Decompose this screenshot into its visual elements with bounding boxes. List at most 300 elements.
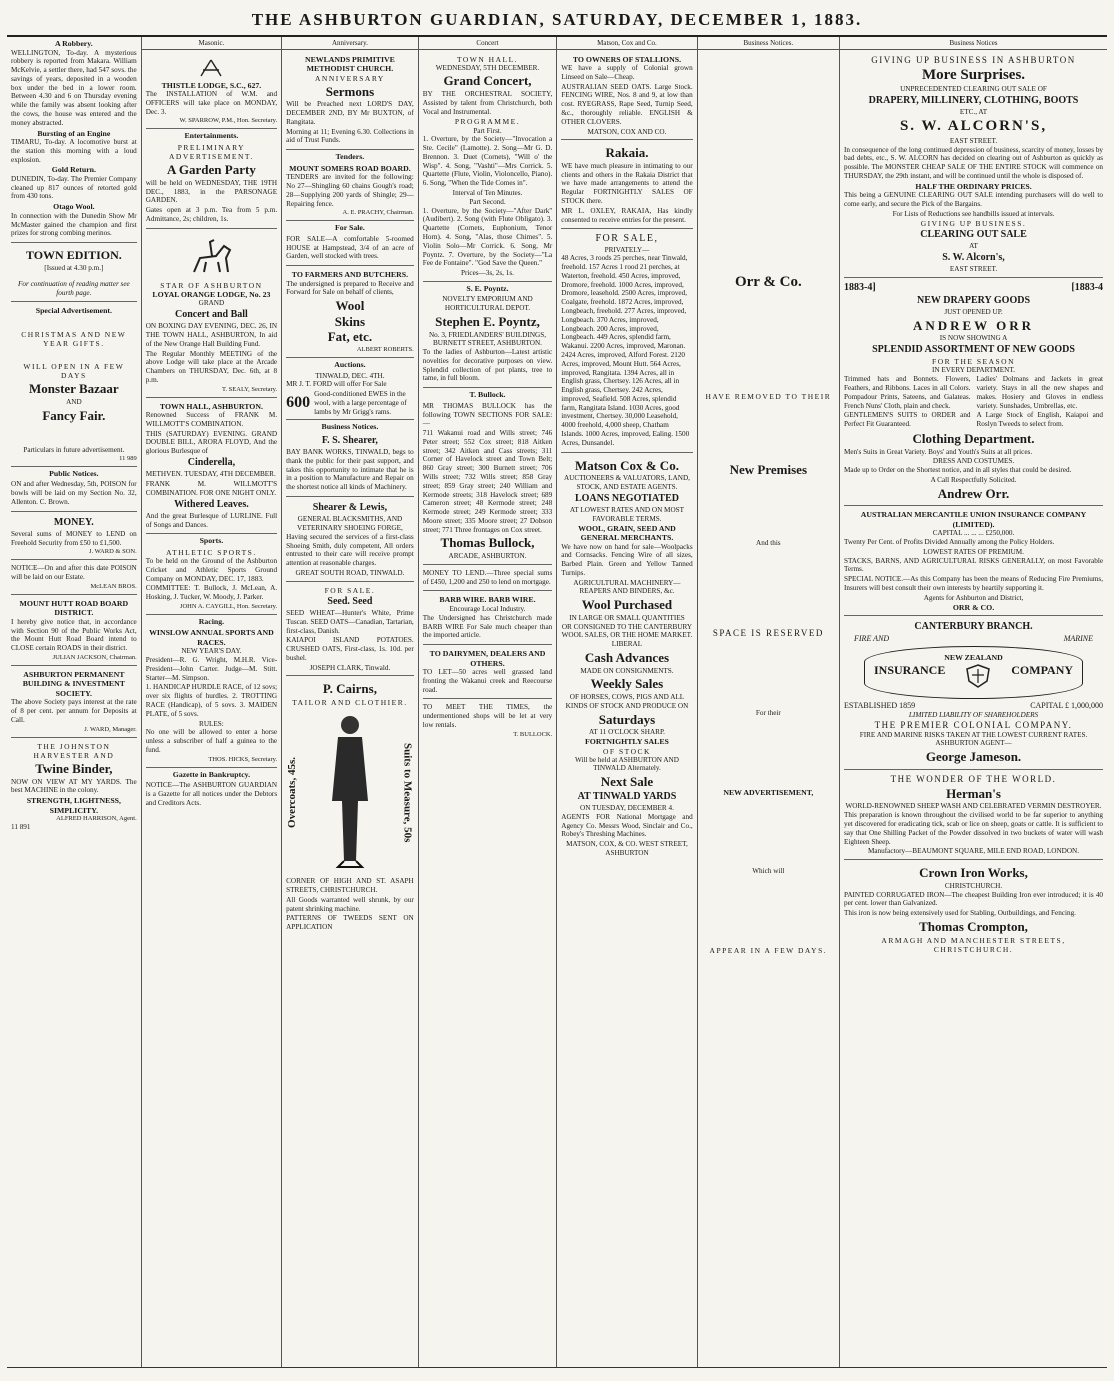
cash-advances: Cash Advances xyxy=(584,649,670,665)
board-title: MOUNT SOMERS ROAD BOARD. xyxy=(289,163,411,173)
suits-price: Suits to Measure, 50s xyxy=(401,742,414,842)
crompton: Thomas Crompton, xyxy=(919,918,1028,934)
east-street-2: EAST STREET. xyxy=(949,264,998,273)
fortnightly: FORTNIGHTLY SALES xyxy=(585,737,669,746)
christchurch: CHRISTCHURCH. xyxy=(944,881,1003,890)
section-head: Business Notices. xyxy=(321,422,379,432)
column-1 xyxy=(7,37,142,1367)
seed-text: SEED WHEAT—Hunter's White, Prime Tuscan. SEED OATS—Canadian, Tartarian, first-class, Danish. xyxy=(286,609,414,635)
column-2 xyxy=(142,37,282,1367)
clearing-2: CLEARING OUT SALE xyxy=(920,228,1027,240)
prelim: PRELIMINARY ADVERTISEMENT. xyxy=(169,142,254,161)
programme: PROGRAMME. xyxy=(454,117,521,127)
new-drapery: NEW DRAPERY GOODS xyxy=(917,294,1031,306)
crown-iron-ad xyxy=(844,862,1103,957)
stacks: STACKS, BARNS, AND AGRICULTURAL RISKS GENERALLY, on most Favorable Terms. xyxy=(844,556,1104,574)
risks: FIRE AND MARINE RISKS TAKEN AT THE LOWEST CURRENT RATES. xyxy=(859,730,1088,739)
signature: J. WARD & SON. xyxy=(88,548,137,556)
marine-label: MARINE xyxy=(1063,634,1094,644)
farmers-head: TO FARMERS AND BUTCHERS. xyxy=(291,270,409,280)
loans: LOANS NEGOTIATED xyxy=(574,492,679,504)
agent-label: ASHBURTON AGENT— xyxy=(935,739,1012,748)
forge-text: Having secured the services of a first-class Shoeing Smith, duly competent, All orders entrusted to their care will receive prompt attention at reasonable charges. xyxy=(286,532,414,568)
concert-text: ON BOXING DAY EVENING, DEC. 26, IN THE TOWN HALL, ASHBURTON, In aid of the New Orange Hall Building Fund. xyxy=(145,322,278,348)
canterbury-branch: CANTERBURY BRANCH. xyxy=(914,621,1033,633)
ad-number: 11 989 xyxy=(119,454,137,462)
consigned: OR CONSIGNED TO THE CANTERBURY WOOL SALES, OR THE HOME MARKET. xyxy=(561,622,693,640)
athletic-text: To be held on the Ground of the Ashburton Cricket and Athletic Sports Ground Company on MONDAY, DEC. 17, 1883. xyxy=(145,556,278,583)
drapery: DRAPERY, MILLINERY, CLOTHING, BOOTS xyxy=(868,95,1079,107)
orchestral: BY THE ORCHESTRAL SOCIETY, Assisted by talent from Christchurch, both Vocal and Instrumental. xyxy=(422,90,553,116)
saturdays: Saturdays xyxy=(598,711,656,727)
alcorn-2: S. W. Alcorn's, xyxy=(942,251,1005,263)
signature: MATSON, COX, & CO. WEST STREET, ASHBURTON xyxy=(566,840,688,857)
poyntz-title: Stephen E. Poyntz, xyxy=(435,313,540,329)
section-head: Gazette in Bankruptcy. xyxy=(172,769,251,779)
column-7 xyxy=(840,37,1107,1367)
programme-part2: 1. Overture, by the Society—"After Dark" (Audibert). 2. Song (with Flute Obligato). 3. Quartette (Cornets, Euphonium, Tenor Horn). 4. Song, "Alas, those Chimes". 5. Violin Solo—Mr Corrick. 6. Song, Mr Poyntz. 7. Overture, by the Society—"La Fee de Fontaine". "God Save the Queen." xyxy=(422,206,553,268)
twine-head: THE JOHNSTON HARVESTER AND xyxy=(33,741,115,760)
removed: HAVE REMOVED TO THEIR xyxy=(705,392,832,402)
concert-title: Concert and Ball xyxy=(175,309,248,321)
notice-text: NOTICE—On and after this date POISON will be laid on our Estate. xyxy=(11,564,137,582)
house-sale-ad xyxy=(286,233,414,266)
seed-oats-text: AUSTRALIAN SEED OATS. Large Stock. FENCING WIRE, Nos. 8 and 9, at low than cost. RYEGRASS, Rape Seed, Turnip Seed, &c., thoroughly reliable. ENGLISH & OTHER CLOVERS. xyxy=(561,82,693,126)
athletic-title: ATHLETIC SPORTS. xyxy=(166,547,257,557)
sermons-title: Sermons xyxy=(325,83,375,99)
dairy-text: TO LET—50 acres well grassed land fronting the Wakanui creek and Reecourse road. xyxy=(422,668,553,694)
rules-head: RULES: xyxy=(199,719,224,728)
patterns: PATTERNS OF TWEEDS SENT ON APPLICATION xyxy=(286,914,414,932)
garden-party-ad xyxy=(146,141,277,229)
overcoats-price: Overcoats, 45s. xyxy=(286,756,299,828)
section-head: S. E. Poyntz. xyxy=(466,283,509,293)
novelty: NOVELTY EMPORIUM AND HORTICULTURAL DEPOT. xyxy=(442,295,533,313)
oxley: MR L. OXLEY, RAKAIA, Has kindly consented to receive entries for the present. xyxy=(561,206,693,224)
lowest-rates: LOWEST RATES OF PREMIUM. xyxy=(923,547,1024,556)
signature: JOHN A. CAYGILL, Hon. Secretary. xyxy=(179,602,278,610)
matson-title: Matson Cox & Co. xyxy=(574,457,679,473)
east-street: EAST STREET. xyxy=(949,136,998,145)
wool: Wool xyxy=(335,298,365,314)
blacksmith-ad xyxy=(286,499,414,582)
this-text: This iron is now being extensively used for Stabling, Outbuildings, and Fencing. xyxy=(844,909,1076,918)
cairns-title: P. Cairns, xyxy=(322,681,377,697)
shearer-title: F. S. Shearer, xyxy=(321,434,378,446)
crest-icon xyxy=(963,663,993,693)
poyntz-text: To the ladies of Ashburton—Latest artistic novelties for decorative purposes on view. Splendid collection of pot plants, tree to tame, in full bloom. xyxy=(422,348,553,383)
sale-date: ON TUESDAY, DECEMBER 4. xyxy=(580,804,674,813)
lend-ad xyxy=(423,567,553,592)
column-3 xyxy=(282,37,419,1367)
column-header: Masonic. xyxy=(142,39,281,50)
garden-foot: Gates open at 3 p.m. Tea from 5 p.m. Admittance, 2s; children, 1s. xyxy=(145,206,278,223)
lend-text: MONEY TO LEND.—Three special sums of £450, 1,200 and 250 to lend on mortgage. xyxy=(422,568,553,586)
call: A Call Respectfully Solicited. xyxy=(930,475,1017,484)
wonder: THE WONDER OF THE WORLD. xyxy=(890,773,1057,784)
section-head: For Sale. xyxy=(335,223,365,233)
auction-ad xyxy=(286,370,414,421)
insurance-label: INSURANCE xyxy=(873,662,946,677)
half-price: HALF THE ORDINARY PRICES. xyxy=(915,181,1032,191)
showing: IS NOW SHOWING A xyxy=(939,334,1008,343)
special-notice: SPECIAL NOTICE.—As this Company has been the means of Reducing Fire Premiums, Insurers will best consult their own interests by heartily supporting it. xyxy=(844,575,1104,593)
orr-co: ORR & CO. xyxy=(952,602,995,612)
edition-title: TOWN EDITION. xyxy=(25,248,122,263)
auction-date: TINWALD, DEC. 4TH. xyxy=(315,371,385,380)
barb-text: The Undersigned has Christchurch made BARB WIRE For Sale much cheaper than the imported article. xyxy=(422,613,553,640)
part-first: Part First. xyxy=(473,126,502,135)
church-name: NEWLANDS PRIMITIVE METHODIST CHURCH. xyxy=(304,54,395,74)
athletic-sports-ad xyxy=(146,546,277,615)
signature: JOSEPH CLARK, Tinwald. xyxy=(309,663,391,672)
one-night: FRANK M. WILLMOTT'S COMBINATION. FOR ONE NIGHT ONLY. xyxy=(145,480,278,497)
sheep-wash: WORLD-RENOWNED SHEEP WASH AND CELEBRATED VERMIN DESTROYER. xyxy=(845,802,1102,811)
lurline-text: And the great Burlesque of LURLINE. Full of Songs and Dances. xyxy=(145,511,278,529)
farmers-text: The undersigned is prepared to Receive and Forward for Sale on behalf of clients, xyxy=(286,279,414,297)
section-head: Tenders. xyxy=(335,152,365,162)
society-title: ASHBURTON PERMANENT BUILDING & INVESTMENT SOCIETY. xyxy=(22,669,125,698)
oclock: AT 11 O'CLOCK SHARP. xyxy=(588,728,665,737)
handbills: For Lists of Reductions see handbills issued at intervals. xyxy=(892,209,1055,218)
tenders-ad xyxy=(286,162,414,222)
year-right: [1883-4 xyxy=(1071,281,1104,293)
painted-text: PAINTED CORRUGATED IRON—The cheapest Building Iron ever introduced; it is 40 per cent. lower than Galvanized. xyxy=(844,890,1104,908)
shrunk-text: All Goods warranted well shrunk, by our patent shrinking machine. xyxy=(286,895,414,913)
year-left: 1883-4] xyxy=(844,281,876,293)
established: ESTABLISHED 1859 xyxy=(844,701,916,711)
mount-hutt-notice xyxy=(11,597,137,666)
tinwald-yards: AT TINWALD YARDS xyxy=(577,790,677,802)
fat: Fat, etc. xyxy=(327,329,373,345)
barb-title: BARB WIRE. BARB WIRE. xyxy=(439,595,536,605)
edition-box xyxy=(11,245,137,302)
gazette-ad xyxy=(146,779,277,811)
andrew-orr-ad xyxy=(844,280,1103,507)
signature: JULIAN JACKSON, Chairman. xyxy=(52,653,137,661)
armagh: ARMAGH AND MANCHESTER STREETS, CHRISTCHURCH. xyxy=(881,935,1066,954)
article-text: WELLINGTON, To-day. A mysterious robbery is reported from Makara. William McKelvie, a settler there, had 547 sovs. the savings of years, deposited in a wooden box under the bed in a lower room. Between 4.30 and 6 on Thursday evening while the family was absent looking after the cows, the house was entered and the money abstracted. xyxy=(11,48,137,127)
weekly-sales: Weekly Sales xyxy=(590,676,664,692)
wool-purchased: Wool Purchased xyxy=(581,597,673,613)
page-title: THE ASHBURTON GUARDIAN, SATURDAY, DECEMBER 1, 1883. xyxy=(251,10,863,29)
renowned: Renowned Success of FRANK M. WILLMOTT'S COMBINATION. xyxy=(145,411,278,428)
clothing-dept: Clothing Department. xyxy=(912,430,1035,446)
amu-title: AUSTRALIAN MERCANTILE UNION INSURANCE COMPANY (LIMITED). xyxy=(860,510,1087,529)
section-list: 711 Wakanui road and Wills street; 746 Peter street; 552 Cox street; 818 Aitken street; 342 Aitken and Cass streets; 311 Corner of Havelock street and Town Belt; 860 Gray street; 300 Burnett street; 706 Wills street; 732 Wills street; 858 Gray street; 859 Gray street; 240 William and Kermode streets; 318 Havelock street; 689 Cameron street; 48 Kermode street; 248 Kermode street; 249 Kermode street; 333 Moore street; 335 Moore street; 27 Dobson street; 771 Three frontages on Cox street. xyxy=(422,429,553,534)
twine-text: NOW ON VIEW AT MY YARDS. The best MACHINE in the colony. xyxy=(11,777,137,795)
grand: GRAND xyxy=(198,299,225,308)
lodge-title: THISTLE LODGE, S.C., 627. xyxy=(161,80,262,90)
new-premises: New Premises xyxy=(729,462,808,478)
horse-rider-icon xyxy=(146,236,277,278)
rakaia-ad xyxy=(561,142,692,229)
and-this: And this xyxy=(756,539,781,548)
bullock-intro: MR THOMAS BULLOCK has the following TOWN SECTIONS FOR SALE:— xyxy=(422,401,553,428)
venue: TOWN HALL, ASHBURTON. xyxy=(159,401,263,411)
concert-ad xyxy=(423,53,553,282)
etc: ETC., AT xyxy=(959,108,988,117)
shearer-text: BAY BANK WORKS, TINWALD, begs to thank the public for their past support, and takes this opportunity to intimate that he is in a position to Manufacture and Repair on the shortest notice all kinds of Machinery. xyxy=(286,448,414,492)
garden-text: will be held on WEDNESDAY, THE 19TH DEC., 1883, in the PARSONAGE GARDEN. xyxy=(145,178,278,205)
tonight: THIS (SATURDAY) EVENING. GRAND DOUBLE BILL, ARORA FLOYD, And the glorious Burlesque of xyxy=(145,429,278,456)
space-reserved: SPACE IS RESERVED xyxy=(712,627,824,638)
fancy-fair-title: Fancy Fair. xyxy=(42,407,106,423)
star-lodge: STAR OF ASHBURTON xyxy=(160,280,263,290)
column-header: Matson, Cox and Co. xyxy=(557,39,696,50)
headline: Gold Return. xyxy=(51,165,96,175)
section-head: Sports. xyxy=(199,536,224,546)
poyntz-ad xyxy=(423,293,553,388)
arcade: ARCADE, ASHBURTON. xyxy=(448,552,527,561)
on-hand: We have now on hand for sale—Woolpacks and Cornsacks. Fencing Wire of all sizes, Barbed Plain. Green and Yellow Tanned Turnips. xyxy=(561,542,693,577)
andrew-orr-title: ANDREW ORR xyxy=(912,317,1035,333)
auctioneer: MR J. T. FORD will offer For Sale xyxy=(286,380,387,389)
stallions-title: TO OWNERS OF STALLIONS. xyxy=(572,54,682,64)
every-dept: IN EVERY DEPARTMENT. xyxy=(932,366,1015,375)
right-list: Ladies' Dolmans and Jackets in great variety. Stays in all the new shapes and makes. Hosiery and Gloves in endless variety. Sunshades, Umbrellas, etc. xyxy=(976,375,1104,410)
times-text: TO MEET THE TIMES, the undermentioned shops will be let at very low rentals. xyxy=(422,703,553,729)
issued-time: [Issued at 4.30 p.m.] xyxy=(44,263,104,272)
dairymen-title: TO DAIRYMEN, DEALERS AND OTHERS. xyxy=(429,649,546,668)
part-second: Part Second. xyxy=(469,197,506,206)
splendid: SPLENDID ASSORTMENT OF NEW GOODS xyxy=(872,344,1075,356)
headline: Bursting of an Engine xyxy=(37,128,111,138)
will-open: WILL OPEN IN A FEW DAYS xyxy=(23,361,125,380)
winslow-title: WINSLOW ANNUAL SPORTS AND RACES. xyxy=(149,628,274,647)
headline: Otago Wool. xyxy=(53,202,95,212)
for-sale: FOR SALE, xyxy=(595,233,659,245)
poyntz-address: No. 3, FRIEDLANDERS' BUILDINGS, BURNETT STREET, ASHBURTON. xyxy=(428,330,547,348)
masonic-ad xyxy=(146,53,277,130)
section-head: T. Bullock. xyxy=(469,390,506,400)
agricultural: AGRICULTURAL MACHINERY—REAPERS AND BINDERS, &c. xyxy=(573,578,681,596)
columns xyxy=(7,37,1107,1368)
alcorn-ad xyxy=(844,53,1103,278)
agents: Agents for Ashburton and District, xyxy=(923,593,1024,602)
ewes-text: Good-conditioned EWES in the wool, with a large percentage of lambs by Mr Grigg's rams. xyxy=(314,390,407,416)
capital-2: CAPITAL £ 1,000,000 xyxy=(1030,701,1104,711)
manufactory: Manufactory—BEAUMONT SQUARE, MILE END ROAD, LONDON. xyxy=(867,847,1080,856)
rakaia-title: Rakaia. xyxy=(605,145,649,161)
giving-up-2: GIVING UP BUSINESS. xyxy=(920,218,1027,228)
fire-label: FIRE AND xyxy=(854,634,890,644)
orr-title: Orr & Co. xyxy=(734,273,802,290)
committee: COMMITTEE: T. Bullock, J. McLean, A. Hosking, J. Tucker, W. Moody, J. Parker. xyxy=(145,584,278,602)
prices: Prices—3s, 2s, 1s. xyxy=(461,269,514,278)
tenders-text: TENDERS are invited for the following: No 27—Shingling 60 chains Gough's road; 28—Supplying 200 yards of Shingle; 29—Repairing fence. xyxy=(286,173,414,208)
barb-wire-ad xyxy=(423,593,553,645)
masthead xyxy=(7,5,1107,37)
section-head: Racing. xyxy=(198,616,225,626)
twine-title: Twine Binder, xyxy=(35,760,113,776)
poison-notice xyxy=(11,478,137,511)
strength-line: STRENGTH, LIGHTNESS, SIMPLICITY. xyxy=(26,796,121,815)
signature: T. BULLOCK. xyxy=(513,730,553,738)
stallions-text: WE have a supply of Colonial grown Linseed on Sale—Cheap. xyxy=(561,64,693,81)
rules-text: No one will be allowed to enter a horse unless a subscriber of half a guinea to the fund. xyxy=(145,728,278,754)
just-opened: JUST OPENED UP. xyxy=(944,307,1003,316)
article-text: DUNEDIN, To-day. The Premier Company cleaned up 817 ounces of retorted gold from 430 tons. xyxy=(11,174,137,201)
signature: J. WARD, Manager. xyxy=(84,725,137,733)
section-head: Public Notices. xyxy=(49,468,99,478)
herman-text: This preparation is known throughout the civilised world to be far superior to anything yet discovered for eradicating tick, scab or lice on sheep, goats or cattle. It is sufficient to say that One Shilling Packet of the Powder dissolved in two buckets of water will wash Eighteen Sheep. xyxy=(844,811,1104,846)
special-advertisement xyxy=(11,304,137,467)
sermon-text: Will be Preached next LORD'S DAY, DECEMBER 2ND, BY Mr BUXTON, of Rangitata. xyxy=(286,100,414,126)
suits-order: GENTLEMEN'S SUITS to ORDER and Perfect Fit Guaranteed. xyxy=(844,411,971,429)
tweeds: A Large Stock of English, Kaiapoi and Roslyn Tweeds to select from. xyxy=(976,411,1104,429)
racing-ad xyxy=(146,626,277,767)
christmas-line: CHRISTMAS AND NEW YEAR GIFTS. xyxy=(21,329,127,348)
grand-concert: Grand Concert, xyxy=(443,73,532,89)
mclean-notice xyxy=(11,562,137,594)
programme-part1: 1. Overture, by the Society—"Invocation a Ste. Cecile" (Lamotte). 2. Song—Mr G. D. Brennon. 3. Duet (Cornets), "Will o' the Wisp". 4. Song, "Vashti"—Mrs Corrick. 5. Quartette (Flute, Violin, Violoncello, Piano). 6. Song, "When the Tide Comes in". xyxy=(422,135,553,188)
clearing: UNPRECEDENTED CLEARING OUT SALE OF xyxy=(900,85,1047,94)
company-label: COMPANY xyxy=(1011,662,1074,677)
column-header: Anniversary. xyxy=(282,39,418,50)
seed-ad xyxy=(286,584,414,677)
sale-text: FOR SALE—A comfortable 5-roomed HOUSE at Hampstead, 3/4 of an acre of Garden, well stocked with trees. xyxy=(286,234,414,261)
skins: Skins xyxy=(334,313,366,329)
made-on: MADE ON CONSIGNMENTS. xyxy=(580,666,674,675)
news-robbery xyxy=(11,37,137,243)
tailor-ad xyxy=(286,678,414,935)
signature: ALBERT ROBERTS. xyxy=(356,346,414,354)
capital: CAPITAL ... ... ... £250,000. xyxy=(932,529,1015,538)
column-4 xyxy=(419,37,558,1367)
tailor-sub: TAILOR AND CLOTHIER. xyxy=(292,698,408,708)
auctioneers: AUCTIONEERS & VALUATORS, LAND, STOCK, AND ESTATE AGENTS. xyxy=(563,474,690,491)
dairymen-ad xyxy=(423,647,553,699)
land-list: 48 Acres, 3 roods 25 perches, near Tinwald, freehold. 157 Acres 1 rood 21 perches, at Waterton, freehold. 450 Acres, improved, Dromore, freehold. 1000 Acres, improved, Dromore, leasehold. 2500 Acres, improved, Coalgate, freehold. 1872 Acres, improved, Longbeach, freehold. 277 Acres, improved, Longbeach. 370 Acres, improved, Longbeach. 200 Acres, improved, Longbeach. 449 Acres, splendid farm, Wakanui. 2200 Acres, improved, Maronan. 2424 Acres, improved, Alford Forest. 2120 Acres, improved, Mount Hutt. 564 Acres, improved, Rangitata. 1394 Acres, all in English grass, Chertsey. 126 Acres, all in English grass, Chertsey. 242 Acres, improved, Seafield. 508 Acres, splendid farm, Rangitata Island. 1030 Acres, good investment, Chertsey. 30,000 Leasehold, 4000 freehold, 4,000 sheep, Chatham Islands. 1000 Acres, improved, Ealing. 1500 Acres, Dunsandel. xyxy=(561,254,690,447)
horses: OF HORSES, COWS, PIGS AND ALL KINDS OF STOCK AND PRODUCE ON xyxy=(565,693,689,710)
gentleman-figure-icon xyxy=(322,711,378,874)
signature: A. E. PRACHY, Chairman. xyxy=(342,209,414,217)
meeting-text: The Regular Monthly MEETING of the above Lodge will take place at the Arcade Chambers on THURSDAY, Dec. 6th, at 8 p.m. xyxy=(145,349,278,384)
column-header: Business Notices. xyxy=(698,39,839,50)
signature: McLEAN BROS. xyxy=(90,582,137,590)
season: FOR THE SEASON xyxy=(932,357,1015,367)
notice-title: MOUNT HUTT ROAD BOARD DISTRICT. xyxy=(19,598,129,618)
officials: President—R. G. Wright, M.H.R. Vice-President—John Carter. Judge—M. Stitt. Starter—M. Simpson. xyxy=(145,656,278,682)
loyal-lodge: LOYAL ORANGE LODGE, No. 23 xyxy=(152,289,271,299)
twenty-percent: Twenty Per Cent. of Profits Divided Annually among the Policy Holders. xyxy=(844,538,1055,547)
society-text: The above Society pays interest at the rate of 8 per cent. per annum for Deposits at Call. xyxy=(11,698,137,724)
bullock-name: Thomas Bullock, xyxy=(440,535,535,551)
blacksmith-title: Shearer & Lewis, xyxy=(312,502,388,514)
bazaar-title: Monster Bazaar xyxy=(29,381,119,397)
land-sale-ad xyxy=(561,231,692,452)
anniversary: ANNIVERSARY xyxy=(315,73,385,83)
signature: MATSON, COX AND CO. xyxy=(587,127,667,136)
surprises: More Surprises. xyxy=(921,66,1026,83)
headline: A Robbery. xyxy=(55,39,93,48)
money-ad xyxy=(11,514,137,561)
lodge-text: The INSTALLATION of W.M. and OFFICERS will take place on MONDAY, Dec. 3. xyxy=(145,90,278,116)
alcorn-text: In consequence of the long continued depression of business, scarcity of money, losses by bad debts, etc., S. W. ALCORN has decided on clearing out of Ashburton as quickly as possible. The MONSTER CHEAP SALE OF THE ENTIRE STOCK will commence on THURSDAY, the 29th instant, and will be continued until the whole is disposed of. xyxy=(844,145,1104,180)
sermon-foot: Morning at 11; Evening 6.30. Collections in aid of Trust Funds. xyxy=(286,127,414,145)
compass-square-icon xyxy=(146,58,277,78)
for-their: For their xyxy=(755,708,781,717)
limited-liability: LIMITED LIABILITY OF SHAREHOLDERS xyxy=(908,710,1039,719)
andrew-orr-sig: Andrew Orr. xyxy=(937,485,1010,501)
shearer-ad xyxy=(286,432,414,497)
nz-label: NEW ZEALAND xyxy=(944,653,1003,663)
signature: THOS. HICKS, Secretary. xyxy=(208,755,278,763)
genuine: This being a GENUINE CLEARING OUT SALE intending purchasers will do well to come early, and secure the Pick of the Bargains. xyxy=(844,191,1104,208)
blacksmith-sub: GENERAL BLACKSMITHS, AND VETERINARY SHOEING FORGE, xyxy=(297,515,403,532)
of-stock: OF STOCK xyxy=(603,746,651,756)
amu-insurance-ad xyxy=(844,508,1103,616)
matson-main-ad xyxy=(561,455,692,861)
particulars: Particulars in future advertisement. xyxy=(23,446,125,455)
for-sale: FOR SALE. xyxy=(324,585,376,595)
address: GREAT SOUTH ROAD, TINWALD. xyxy=(295,568,405,577)
events: 1. HANDICAP HURDLE RACE, of 12 sovs; over six flights of hurdles. 2. TROTTING RACE (Handicap), of 5 sovs. 3. MAIDEN PLATE, of 5 sovs. xyxy=(145,683,278,718)
signature: W. SPARROW, P.M., Hon. Secretary. xyxy=(179,117,278,125)
quantities: IN LARGE OR SMALL QUANTITIES xyxy=(569,613,685,622)
notice-text: I hereby give notice that, in accordance with Section 90 of the Public Works Act, the Mount Hutt Road Board intend to CLOSE certain ROADS in their district. xyxy=(11,617,137,653)
money-text: Several sums of MONEY to LEND on Freehold Security from £50 to £1,500. xyxy=(11,529,137,547)
notice-text: ON and after Wednesday, 5th, POISON for bowls will be laid on my Section No. 32, Allenton. C. Brown. xyxy=(11,480,137,506)
garden-title: A Garden Party xyxy=(167,162,256,178)
address: CORNER OF HIGH AND ST. ASAPH STREETS, CHRISTCHURCH. xyxy=(286,877,414,895)
stallions-ad xyxy=(561,53,692,141)
herman-ad xyxy=(844,772,1103,860)
dress: DRESS AND COSTUMES. xyxy=(932,457,1015,466)
ad-number: 11 891 xyxy=(11,823,31,832)
privately: PRIVATELY— xyxy=(604,245,650,254)
and-text: AND xyxy=(66,397,82,406)
column-header: Concert xyxy=(419,39,557,50)
anniversary-ad xyxy=(286,53,414,151)
interval: Interval of Ten Minutes. xyxy=(452,189,523,198)
section-head: Special Advertisement. xyxy=(35,306,112,316)
held-at: Will be held at ASHBURTON AND TINWALD Alternately. xyxy=(574,755,679,773)
made-order: Made up to Order on the Shortest notice, and in all styles that could be desired. xyxy=(844,466,1072,475)
signature: ALFRED HARRISON, Agent. xyxy=(56,815,137,823)
signature: T. SEALY, Secretary. xyxy=(221,385,278,393)
continuation-note: For continuation of reading matter see fourth page. xyxy=(17,280,130,298)
seed-title: Seed. Seed xyxy=(327,595,373,607)
at: AT xyxy=(969,241,978,250)
nz-insurance-ad xyxy=(844,618,1103,770)
agents: AGENTS FOR National Mortgage and Agency Co. Messrs Wood, Sinclair and Co., Robey's Threshing Machines. xyxy=(561,812,693,839)
venue: TOWN HALL. xyxy=(456,54,519,64)
premier: THE PREMIER COLONIAL COMPANY. xyxy=(874,719,1073,730)
newspaper-page xyxy=(7,5,1107,1371)
mens-suits: Men's Suits in Great Variety. Boys' and Youth's Suits at all prices. xyxy=(844,447,1033,456)
left-list: Trimmed hats and Bonnets. Flowers, Feathers, and Ribbons. Laces in all Colors. Pompadour Prints, Sateens, and Galateas. French Nuns' Cloth, plain and check. xyxy=(844,375,971,410)
jameson: George Jameson. xyxy=(925,749,1022,765)
times-ad xyxy=(423,701,553,741)
building-society-ad xyxy=(11,668,137,738)
section-head: Auctions. xyxy=(334,360,366,370)
column-header: Business Notices xyxy=(840,39,1107,50)
herman-title: Herman's xyxy=(946,785,1001,801)
article-text: In connection with the Dunedin Show Mr McMaster gained the champion and first prizes for strong combing merinos. xyxy=(11,211,137,238)
section-head: Entertainments. xyxy=(184,131,239,141)
new-advertisement: NEW ADVERTISEMENT, xyxy=(723,787,814,797)
next-sale: Next Sale xyxy=(600,774,654,790)
newyear: NEW YEAR'S DAY. xyxy=(181,647,242,656)
money-title: MONEY. xyxy=(53,516,94,528)
column-6 xyxy=(698,37,840,1367)
ewe-count: 600 xyxy=(286,393,311,411)
appear: APPEAR IN A FEW DAYS. xyxy=(709,945,828,955)
article-text: TIMARU, To-day. A locomotive burst at the station this morning with a loud explosion. xyxy=(11,138,137,164)
date: WEDNESDAY, 5TH DECEMBER. xyxy=(435,63,540,72)
